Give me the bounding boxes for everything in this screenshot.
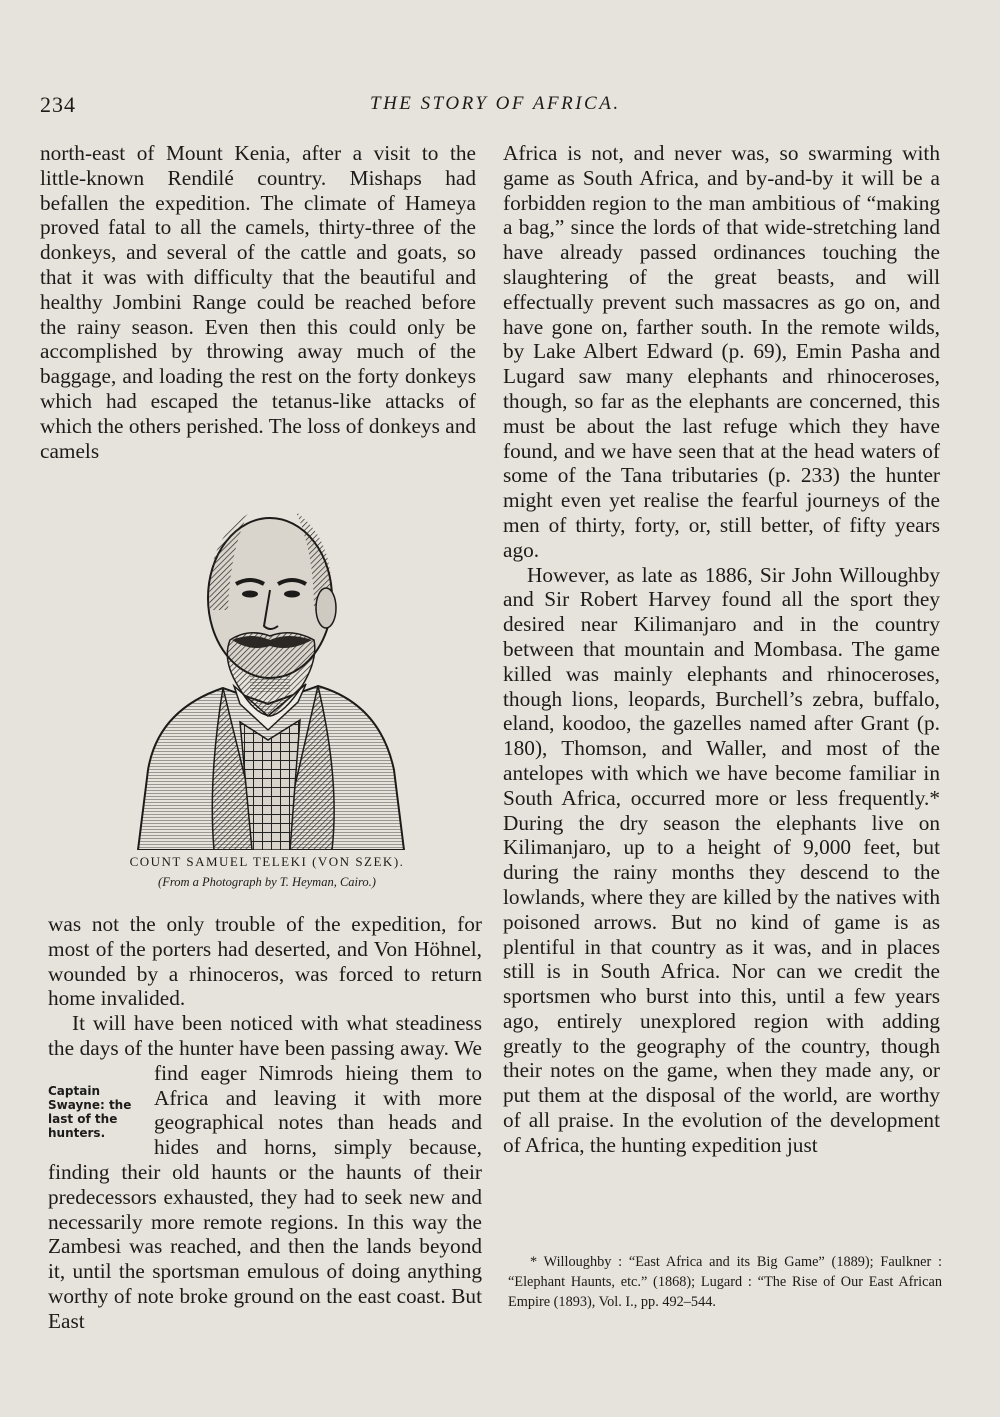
paragraph: However, as late as 1886, Sir John Willoughby and Sir Robert Harvey found all the sport they desired near Kilimanjaro and in the country between that mountain and Mombasa. The game killed was mainly elephants and rhinoceroses, though lions, leopards, Burchell’s zebra, buffalo, eland, koodoo, the gazelles named after Grant (p. 180), Thomson, and Waller, and most of the antelopes with which we have become familiar in South Africa, occurred more or less frequently.* During the dry season the elephants live on Kilimanjaro, up to a height of 9,000 feet, but during the rainy months they descend to the lowlands, where they are killed by the natives with poisoned arrows. But no kind of game is as plentiful in that country as it was, and in places still is in South Africa. Nor can we credit the sportsmen who burst into this, until a few years ago, entirely unexplored region with adding greatly to the geography of the country, though their notes on the game, when they made any, or put them at the disposal of the world, are worthy of all praise. In the evolution of the development of Africa, the hunting expedition just <box>503 562 940 1157</box>
marginal-note: Captain Swayne: the last of the hunters. <box>48 1084 132 1140</box>
paragraph-text: We find eager Nimrods hieing them to Africa and leaving it with more geographical notes than heads and hides and horns, simply because, finding their old haunts or the haunts of their predecessors exhausted, they had to seek new and necessarily more remote regions. In this way the Zambesi was reached, and then the lands beyond it, until the sportsman emulous of doing anything worthy of note broke ground on the east coast. But East <box>48 1035 482 1333</box>
paragraph <box>48 1011 482 1333</box>
footnote <box>508 1252 942 1312</box>
illustration-caption: COUNT SAMUEL TELEKI (VON SZEK). <box>129 854 405 869</box>
paragraph: north-east of Mount Kenia, after a visit to the little-known Rendilé country. Mishaps had befallen the expedition. The climate of Hameya proved fatal to all the camels, thirty-three of the donkeys, and several of the cattle and goats, so that it was with difficulty that the beautiful and healthy Jombini Range could be reached before the rainy season. Even then this could only be accomplished by throwing away much of the baggage, and loading the rest on the forty donkeys which had escaped the tetanus-like attacks of which the others perished. The loss of donkeys and camels <box>40 141 476 463</box>
footnote-text: * Willoughby : “East Africa and its Big Game” (1889); Faulkner : “Elephant Haunts, etc.” (1868); Lugard : “The Rise of Our East African Empire (1893), Vol. I., pp. 492–544. <box>508 1254 942 1310</box>
paragraph: was not the only trouble of the expedition, for most of the porters had deserted, and Von Höhnel, wounded by a rhinoceros, was forced to return home invalided. <box>48 912 482 1011</box>
paragraph-text: It will have been noticed with what steadiness the days of the hunter have been passing away. <box>48 1011 482 1060</box>
engraved-portrait-icon <box>118 490 414 850</box>
running-title: THE STORY OF AFRICA. <box>370 93 621 114</box>
paragraph: Africa is not, and never was, so swarming with game as South Africa, and by-and-by it will be a forbidden region to the man ambitious of “making a bag,” since the lords of that wide-stretching land have already passed ordinances touching the slaughtering of the great beasts, and will effectually prevent such massacres as go on, and have gone on, farther south. In the remote wilds, by Lake Albert Edward (p. 69), Emin Pasha and Lugard saw many elephants and rhinoceroses, though, so far as the elephants are concerned, this must be about the last refuge which they have found, and we have seen that at the head waters of some of the Tana tributaries (p. 233) the hunter might even yet realise the fearful journeys of the men of thirty, forty, or, still better, of fifty years ago. <box>503 141 940 562</box>
right-column-text <box>503 141 940 1158</box>
illustration-credit: (From a Photograph by T. Heyman, Cairo.) <box>158 875 376 889</box>
page-number: 234 <box>40 92 76 117</box>
left-column-top-text <box>40 141 476 463</box>
page-header <box>40 92 960 122</box>
